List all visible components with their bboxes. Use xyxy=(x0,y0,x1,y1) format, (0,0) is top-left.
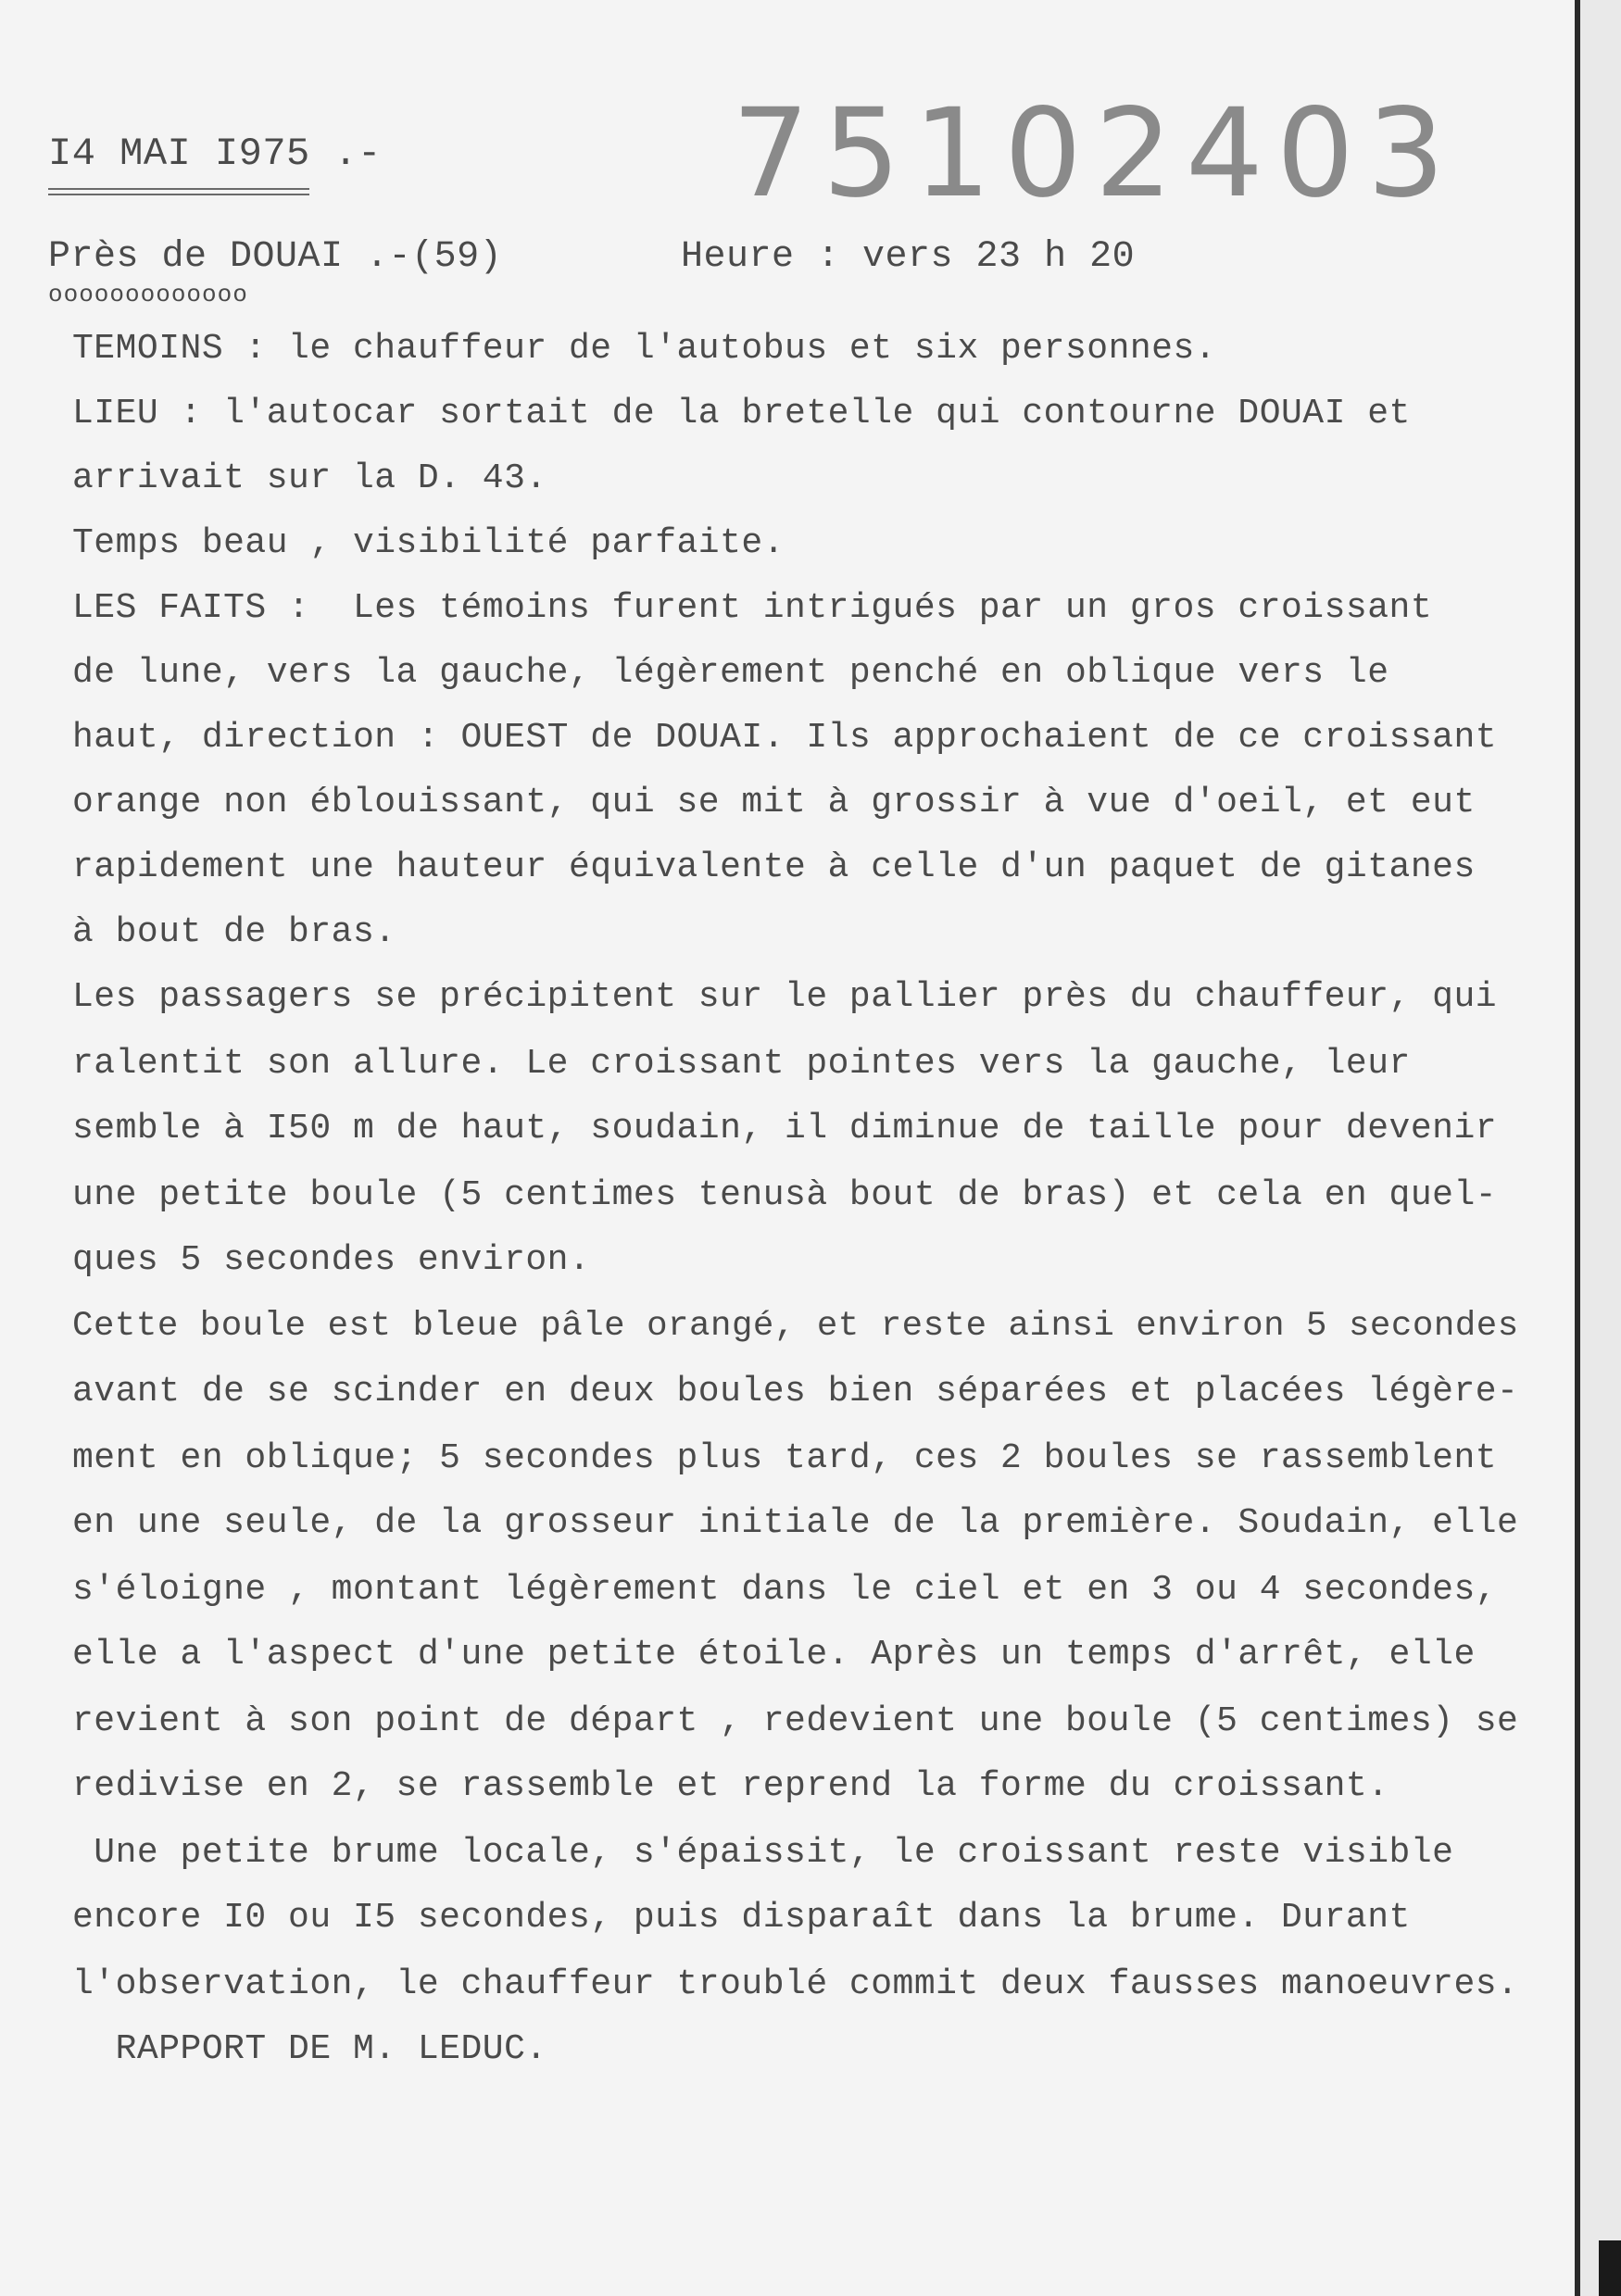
report-signature: RAPPORT DE M. LEDUC. xyxy=(72,2029,547,2069)
body-line: ralentit son allure. Le croissant pointes vers la gauche, leur xyxy=(72,1044,1411,1084)
body-line: rapidement une hauteur équivalente à celle d'un paquet de gitanes xyxy=(72,847,1476,887)
observation-time: Heure : vers 23 h 20 xyxy=(681,236,1136,278)
body-line: en une seule, de la grosseur initiale de la première. Soudain, elle xyxy=(72,1503,1519,1543)
page-edge xyxy=(1599,2240,1621,2296)
body-line: l'observation, le chauffeur troublé commit deux fausses manoeuvres. xyxy=(72,1964,1519,2004)
body-line: encore I0 ou I5 secondes, puis disparaît dans la brume. Durant xyxy=(72,1898,1411,1938)
report-date: I4 MAI I975 .- xyxy=(48,132,382,176)
body-line: redivise en 2, se rassemble et reprend la forme du croissant. xyxy=(72,1766,1389,1806)
body-line: ment en oblique; 5 secondes plus tard, ces 2 boules se rassemblent xyxy=(72,1438,1498,1478)
location-heading: Près de DOUAI .-(59) xyxy=(48,236,503,278)
body-line: Temps beau , visibilité parfaite. xyxy=(72,523,785,563)
date-underline xyxy=(48,188,309,195)
body-line: semble à I50 m de haut, soudain, il diminue de taille pour devenir xyxy=(72,1109,1498,1148)
body-line: Cette boule est bleue pâle orangé, et reste ainsi environ 5 secondes xyxy=(72,1307,1519,1346)
body-line: avant de se scinder en deux boules bien séparées et placées légère- xyxy=(72,1372,1519,1411)
body-line: s'éloigne , montant légèrement dans le ciel et en 3 ou 4 secondes, xyxy=(72,1570,1498,1610)
body-line: elle a l'aspect d'une petite étoile. Après un temps d'arrêt, elle xyxy=(72,1635,1476,1675)
body-line: de lune, vers la gauche, légèrement penché en oblique vers le xyxy=(72,653,1389,693)
body-line: haut, direction : OUEST de DOUAI. Ils approchaient de ce croissant xyxy=(72,718,1498,758)
reference-number-stamp: 75102403 xyxy=(732,82,1458,225)
body-line: revient à son point de départ , redevient une boule (5 centimes) se xyxy=(72,1701,1519,1741)
body-line: TEMOINS : le chauffeur de l'autobus et six personnes. xyxy=(72,329,1217,369)
body-line: ques 5 secondes environ. xyxy=(72,1240,591,1280)
location-underline: ooooooooooooo xyxy=(48,281,248,308)
body-line: arrivait sur la D. 43. xyxy=(72,458,547,498)
body-line: Une petite brume locale, s'épaissit, le croissant reste visible xyxy=(72,1833,1454,1873)
body-line: à bout de bras. xyxy=(72,912,396,952)
body-line: orange non éblouissant, qui se mit à grossir à vue d'oeil, et eut xyxy=(72,783,1476,822)
body-line: une petite boule (5 centimes tenusà bout de bras) et cela en quel- xyxy=(72,1175,1498,1215)
body-line: LES FAITS : Les témoins furent intrigués par un gros croissant xyxy=(72,588,1433,628)
body-line: Les passagers se précipitent sur le pallier près du chauffeur, qui xyxy=(72,977,1498,1017)
body-line: LIEU : l'autocar sortait de la bretelle qui contourne DOUAI et xyxy=(72,394,1411,433)
